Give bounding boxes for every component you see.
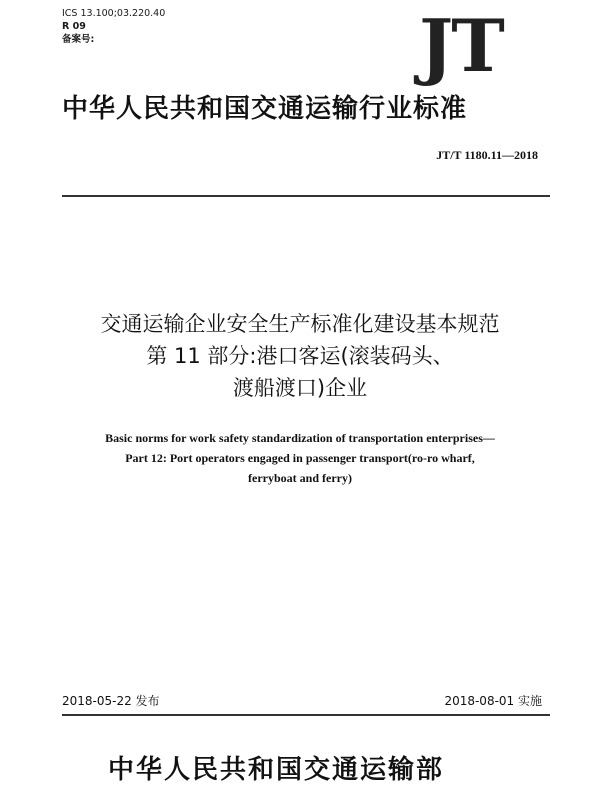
title-cn-line-2: 第 11 部分:港口客运(滚装码头、 [146, 344, 454, 368]
effective-date: 2018-08-01 实施 [444, 694, 542, 708]
top-divider [62, 195, 550, 197]
ics-code: ICS 13.100;03.220.40 [62, 8, 166, 19]
issue-date: 2018-05-22 发布 [62, 694, 160, 708]
title-en-line-1: Basic norms for work safety standardization of transportation enterprises— [105, 431, 495, 445]
classification-code: R 09 [62, 21, 86, 32]
standard-category-title: 中华人民共和国交通运输行业标准 [62, 94, 468, 124]
title-cn-line-3: 渡船渡口)企业 [232, 376, 368, 400]
title-cn-line-1: 交通运输企业安全生产标准化建设基本规范 [100, 312, 500, 336]
jt-logo [402, 3, 520, 88]
standard-number: JT/T 1180.11—2018 [436, 148, 538, 162]
record-number-label: 备案号: [62, 34, 95, 45]
title-en-line-3: ferryboat and ferry) [248, 471, 352, 485]
issuing-authority: 中华人民共和国交通运输部 [108, 755, 445, 785]
title-chinese [40, 308, 560, 404]
bottom-divider [62, 714, 550, 716]
title-en-line-2: Part 12: Port operators engaged in passenger transport(ro-ro wharf, [125, 451, 475, 465]
title-english [40, 428, 560, 488]
jt-logo-text: JT [419, 3, 503, 88]
